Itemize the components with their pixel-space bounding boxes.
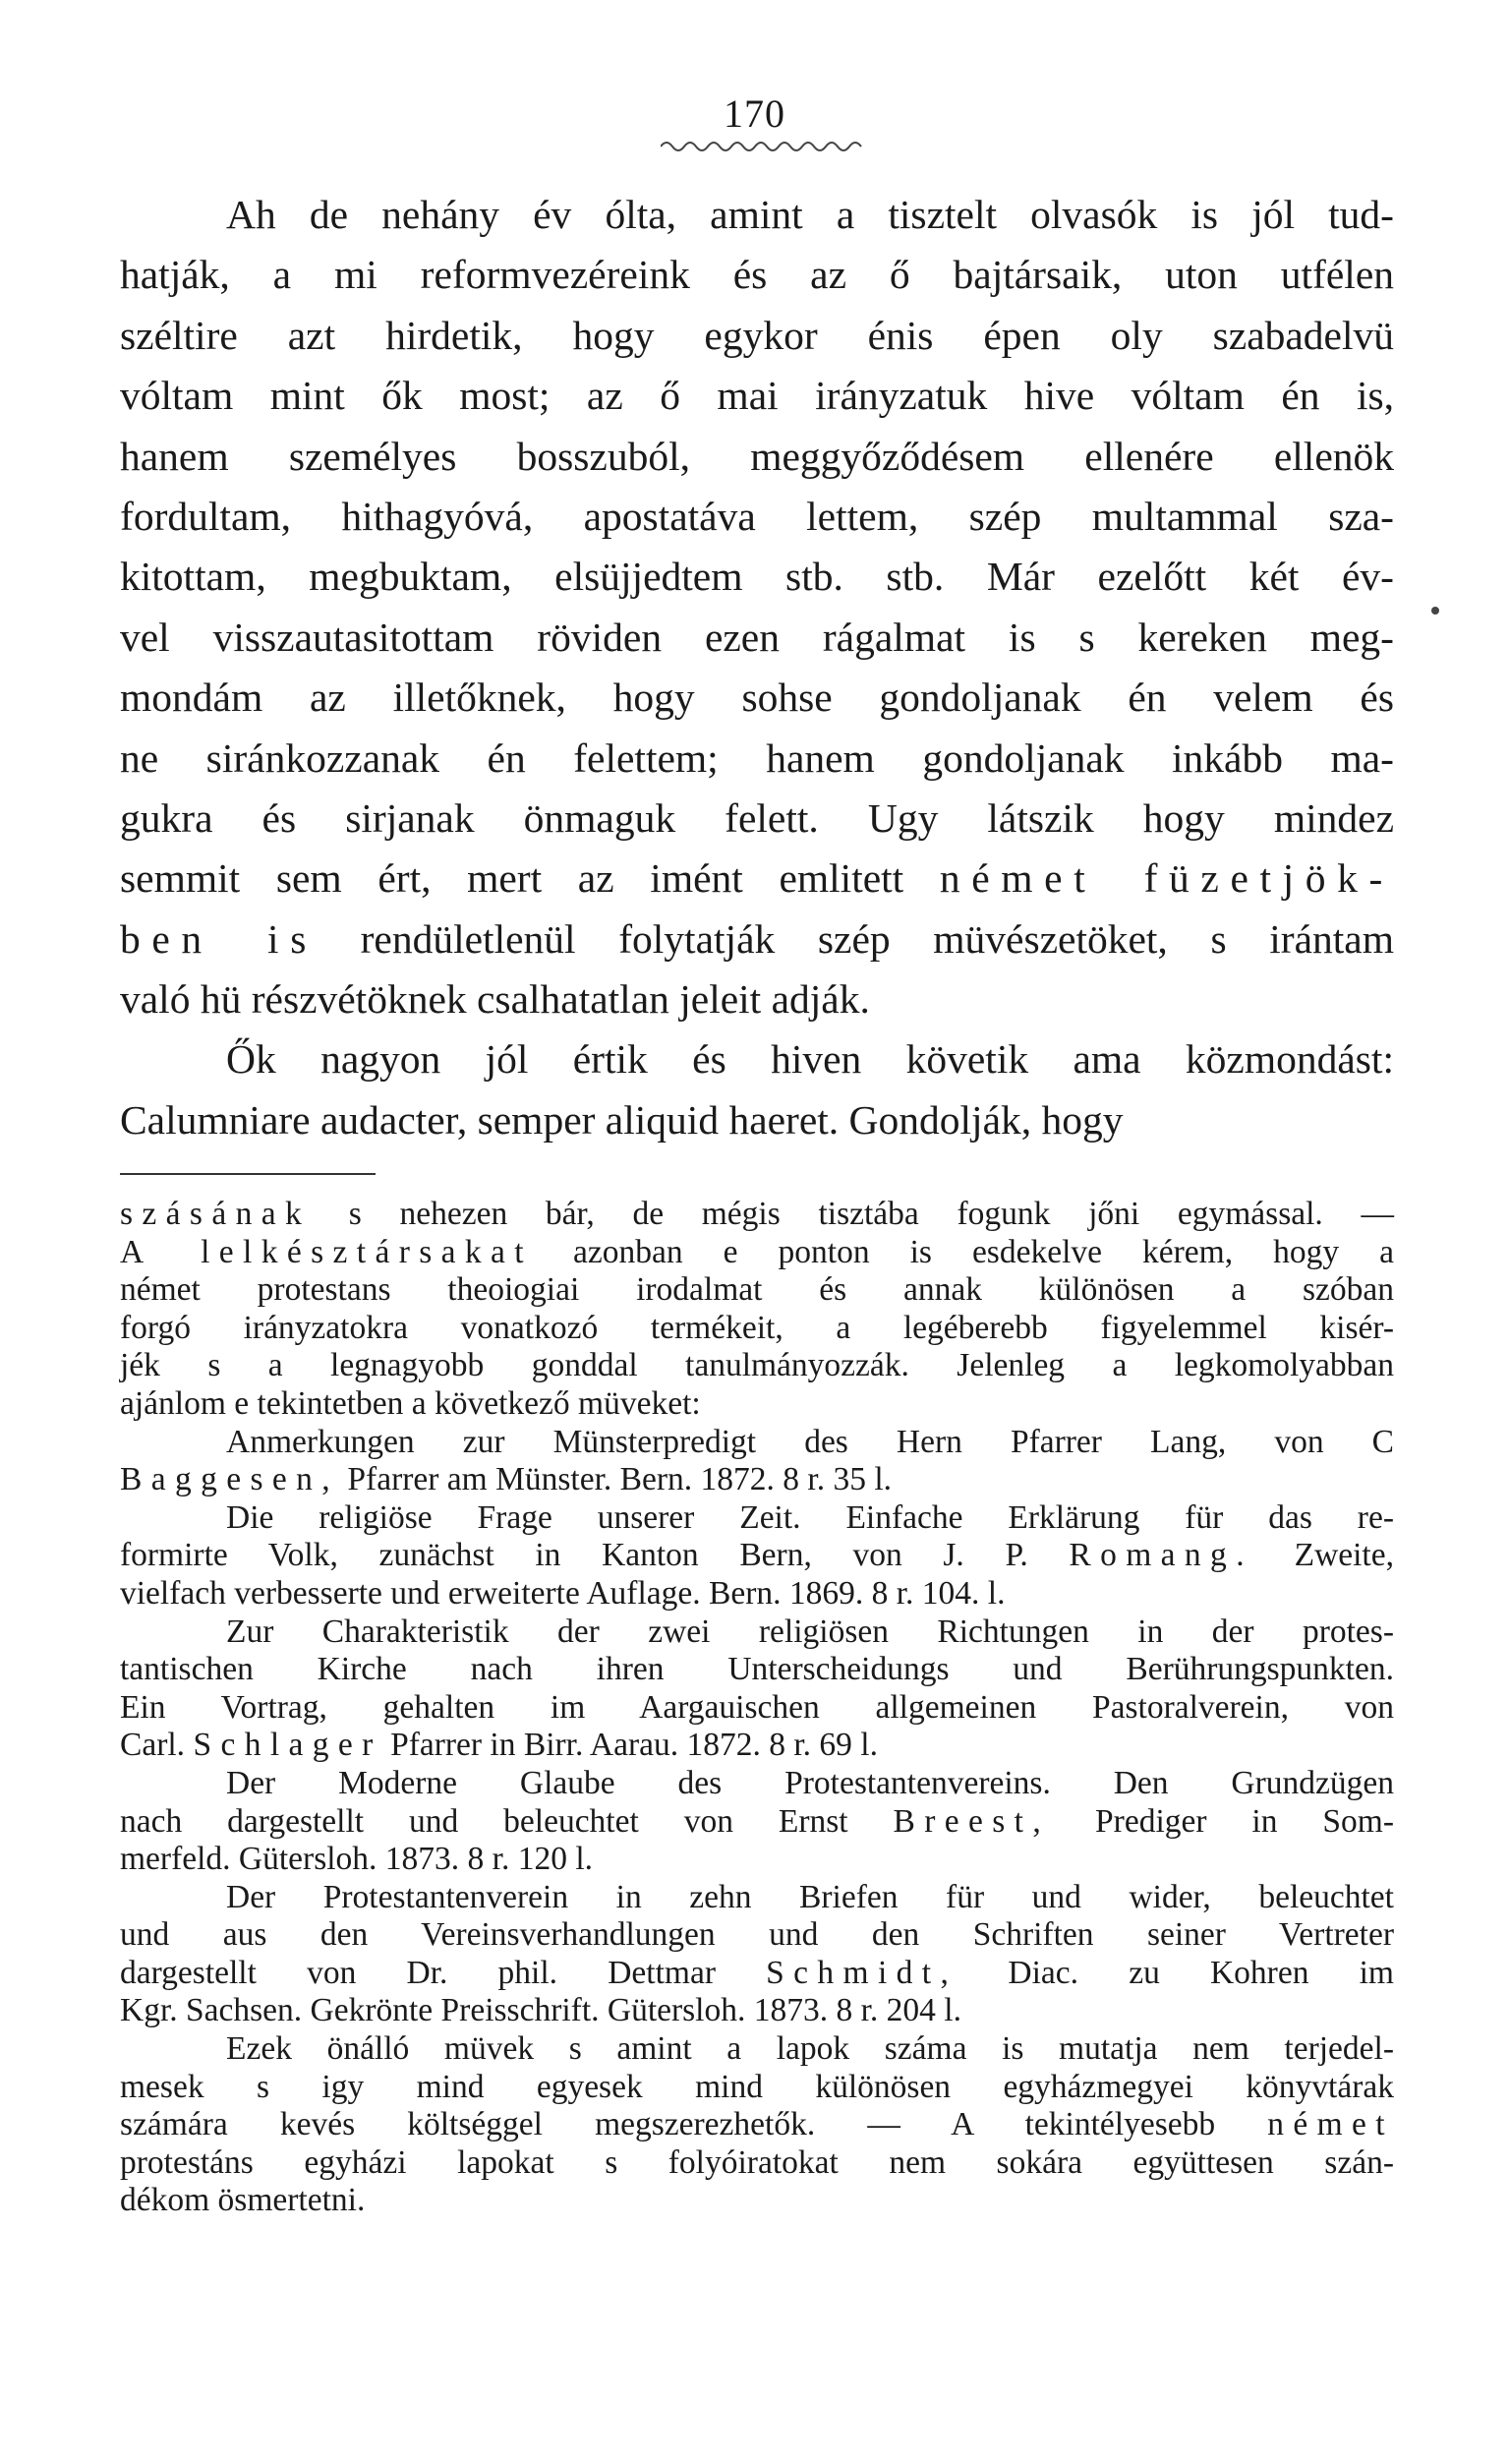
footnote-line bbox=[120, 2106, 1394, 2144]
footnote-line bbox=[120, 1955, 1394, 1993]
footnote-line bbox=[120, 1803, 1394, 1842]
footnote-line: vielfach verbesserte und erweiterte Auflage. Bern. 1869. 8 r. 104. l. bbox=[120, 1574, 1006, 1612]
spaced-text: Schlager bbox=[193, 1727, 382, 1764]
footnote-line: mesek s igy mind egyesek mind különösen egyházmegyei könyvtárak bbox=[120, 2068, 1394, 2105]
text-segment: azonban e ponton is esdekelve kérem, hogy a bbox=[533, 1233, 1394, 1270]
text-segment: semmit sem ért, mert az imént emlitett bbox=[120, 855, 940, 902]
footnote-line: Ezek önálló müvek s amint a lapok száma is mutatja nem terjedel- bbox=[226, 2030, 1394, 2068]
footnote-line bbox=[120, 1537, 1394, 1575]
footnote-line: Die religiöse Frage unserer Zeit. Einfache Erklärung für das re- bbox=[226, 1498, 1394, 1536]
spaced-text: Romang. bbox=[1069, 1537, 1253, 1574]
main-text bbox=[120, 185, 1394, 1150]
text-line: Calumniare audacter, semper aliquid haeret. Gondolják, hogy bbox=[120, 1096, 1124, 1143]
footnote-rule bbox=[120, 1173, 376, 1175]
spaced-text: Schmidt, bbox=[766, 1954, 958, 1991]
text-segment: Carl. bbox=[120, 1727, 194, 1764]
text-segment: dargestellt von Dr. phil. Dettmar bbox=[120, 1954, 767, 1991]
text-line: ne siránkozzanak én felettem; hanem gondoljanak inkább ma- bbox=[120, 734, 1394, 781]
margin-dot bbox=[1431, 607, 1439, 615]
footnote-line: jék s a legnagyobb gonddal tanulmányozzák. Jelenleg a legkomolyabban bbox=[120, 1347, 1394, 1384]
footnote-line: Der Protestantenverein in zehn Briefen für und wider, beleuchtet bbox=[226, 1878, 1394, 1915]
spaced-text: Baggesen, bbox=[120, 1461, 340, 1498]
footnote-line: merfeld. Gütersloh. 1873. 8 r. 120 l. bbox=[120, 1841, 594, 1878]
footnote-text bbox=[120, 1196, 1394, 2220]
text-segment: s nehezen bár, de mégis tisztába fogunk jőni egymással. — bbox=[311, 1196, 1394, 1232]
text-segment: rendületlenül folytatják szép müvészetöket, s irántam bbox=[317, 915, 1394, 962]
text-segment: Diac. zu Kohren im bbox=[958, 1954, 1394, 1991]
text-line: vel visszautasitottam röviden ezen rágalmat is s kereken meg- bbox=[120, 614, 1394, 660]
text-line: hanem személyes bosszuból, meggyőződésem ellenére ellenök bbox=[120, 433, 1394, 479]
text-line: hatják, a mi reformvezéreink és az ő bajtársaik, uton utfélen bbox=[120, 252, 1394, 298]
footnote-line bbox=[120, 1196, 1394, 1234]
footnote-line: forgó irányzatokra vonatkozó termékeit, a legéberebb figyelemmel kisér- bbox=[120, 1309, 1394, 1346]
text-line: kitottam, megbuktam, elsüjjedtem stb. stb. Már ezelőtt két év- bbox=[120, 554, 1394, 600]
spaced-text: szásának bbox=[120, 1196, 312, 1232]
footnote-line: und aus den Vereinsverhandlungen und den Schriften seiner Vertreter bbox=[120, 1916, 1394, 1954]
text-line: széltire azt hirdetik, hogy egykor énis épen oly szabadelvü bbox=[120, 312, 1394, 358]
text-line bbox=[120, 849, 1394, 909]
text-segment: Pfarrer am Münster. Bern. 1872. 8 r. 35 l. bbox=[339, 1461, 893, 1498]
text-segment: Zweite, bbox=[1252, 1537, 1394, 1574]
text-line: fordultam, hithagyóvá, apostatáva lettem, szép multammal sza- bbox=[120, 493, 1394, 539]
text-segment: Pfarrer in Birr. Aarau. 1872. 8 r. 69 l. bbox=[381, 1727, 878, 1764]
spaced-text: A lelkésztársakat bbox=[120, 1233, 533, 1270]
footnote-line bbox=[120, 1234, 1394, 1272]
spaced-text: német füzetjök- bbox=[939, 855, 1394, 902]
footnote-line bbox=[120, 1461, 1394, 1499]
text-segment: formirte Volk, zunächst in Kanton Bern, von J. P. bbox=[120, 1537, 1070, 1574]
text-segment: Prediger in Som- bbox=[1050, 1802, 1394, 1840]
footnote-line: Kgr. Sachsen. Gekrönte Preisschrift. Gütersloh. 1873. 8 r. 204 l. bbox=[120, 1992, 961, 2029]
footnote-line: Zur Charakteristik der zwei religiösen Richtungen in der protes- bbox=[226, 1613, 1394, 1650]
footnote-line: protestáns egyházi lapokat s folyóiratokat nem sokára együttesen szán- bbox=[120, 2143, 1394, 2181]
footnote-line: tantischen Kirche nach ihren Unterscheidungs und Berührungspunkten. bbox=[120, 1651, 1394, 1688]
text-line: való hü részvétöknek csalhatatlan jeleit adják. bbox=[120, 976, 870, 1023]
footnote-line: ajánlom e tekintetben a következő müveket: bbox=[120, 1384, 701, 1422]
footnote-line bbox=[120, 1727, 1394, 1765]
footnote-line: német protestans theoiogiai irodalmat és annak különösen a szóban bbox=[120, 1271, 1394, 1309]
wavy-ornament bbox=[661, 138, 867, 155]
text-segment: nach dargestellt und beleuchtet von Ernst bbox=[120, 1802, 894, 1840]
footnote-line: Der Moderne Glaube des Protestantenvereins. Den Grundzügen bbox=[226, 1764, 1394, 1801]
text-line bbox=[120, 909, 1394, 969]
text-segment: számára kevés költséggel megszerezhetők. — A tekintélyesebb bbox=[120, 2106, 1268, 2143]
spaced-text: német bbox=[1267, 2106, 1394, 2143]
footnote-line: Anmerkungen zur Münsterpredigt des Hern Pfarrer Lang, von C bbox=[226, 1423, 1394, 1460]
spaced-text: ben is bbox=[120, 915, 318, 962]
text-line: Ah de nehány év ólta, amint a tisztelt olvasók is jól tud- bbox=[226, 192, 1394, 237]
text-line: mondám az illetőknek, hogy sohse gondoljanak én velem és bbox=[120, 675, 1394, 721]
text-line: Ők nagyon jól értik és hiven követik ama közmondást: bbox=[226, 1036, 1394, 1083]
text-line: vóltam mint ők most; az ő mai irányzatuk hive vóltam én is, bbox=[120, 373, 1394, 419]
footnote-line: dékom ösmertetni. bbox=[120, 2182, 366, 2219]
spaced-text: Breest, bbox=[893, 1802, 1051, 1840]
page-number: 170 bbox=[724, 91, 785, 136]
text-line: gukra és sirjanak önmaguk felett. Ugy látszik hogy mindez bbox=[120, 794, 1394, 841]
footnote-line: Ein Vortrag, gehalten im Aargauischen allgemeinen Pastoralverein, von bbox=[120, 1688, 1394, 1726]
